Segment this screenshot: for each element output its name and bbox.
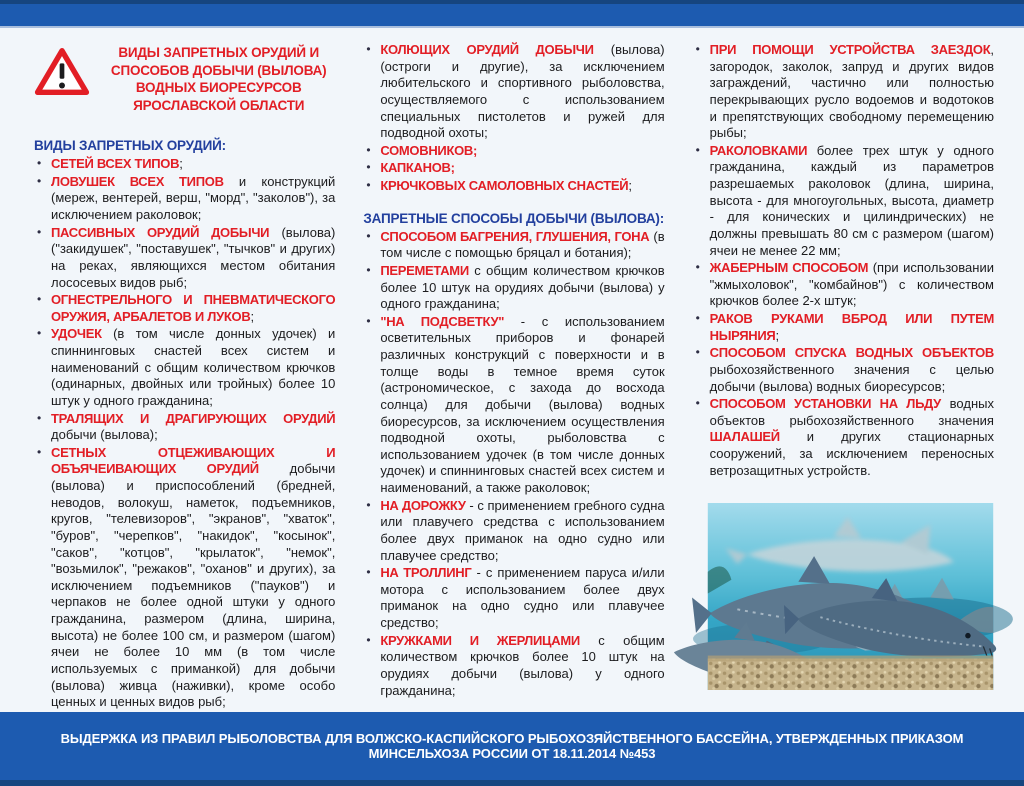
sturgeon-photo-image xyxy=(707,503,994,690)
list-item xyxy=(363,178,664,195)
prohibited-methods-list xyxy=(363,229,664,700)
item-segment: РАКОЛОВКАМИ xyxy=(709,142,808,158)
item-segment: (в том числе с помощью бряцал и ботания); xyxy=(380,228,665,261)
item-segment: РАКОВ РУКАМИ ВБРОД ИЛИ ПУТЕМ НЫРЯНИЯ xyxy=(709,311,994,343)
column-1 xyxy=(34,42,335,712)
column-2 xyxy=(363,42,664,712)
item-segment: (при использовании "жмыхоловок", "комбайнов") с количеством крючков более 2-х штук; xyxy=(709,260,994,309)
item-segment: ЛОВУШЕК ВСЕХ ТИПОВ xyxy=(51,173,224,189)
list-item xyxy=(693,311,994,344)
list-item xyxy=(363,498,664,565)
item-segment: более трех штук у одного гражданина, каждый из параметров разрешаемых раколовок (длина, ширина, высота - для многоугольных, высота, диаметр - для конических и цилиндрических) не должны превышать 80 см с размером (шагом) ячеи не менее 22 мм; xyxy=(709,142,994,258)
item-segment: водных объектов рыбохозяйственного значения xyxy=(709,396,994,428)
item-segment: ПАССИВНЫХ ОРУДИЙ ДОБЫЧИ xyxy=(51,224,270,240)
section-heading-prohibited-methods: ЗАПРЕТНЫЕ СПОСОБЫ ДОБЫЧИ (ВЫЛОВА): xyxy=(363,210,665,226)
item-segment: КАПКАНОВ; xyxy=(380,160,455,176)
item-segment: УДОЧЕК xyxy=(51,326,102,342)
list-item xyxy=(363,42,664,142)
prohibited-gear-list xyxy=(34,156,335,711)
item-segment: рыбохозяйственного значения с целью добычи (вылова) водных биоресурсов; xyxy=(709,361,994,394)
item-segment: с общим количеством крючков более 10 штук на орудиях добычи (вылова) у одного гражданина; xyxy=(380,262,665,312)
item-segment: СЕТНЫХ ОТЦЕЖИВАЮЩИХ И ОБЪЯЧЕИВАЮЩИХ ОРУДИЙ xyxy=(51,444,336,477)
content-area xyxy=(0,28,1024,712)
item-segment: ; xyxy=(250,308,255,324)
list-item xyxy=(34,292,335,325)
item-segment: ; xyxy=(179,156,183,172)
item-segment: КРЮЧКОВЫХ САМОЛОВНЫХ СНАСТЕЙ xyxy=(380,178,629,193)
item-segment: ПЕРЕМЕТАМИ xyxy=(380,262,469,278)
list-item xyxy=(34,225,335,292)
title-block xyxy=(34,44,335,114)
item-segment: добычи (вылова); xyxy=(51,427,158,443)
list-item xyxy=(363,633,664,700)
list-item xyxy=(693,143,994,259)
item-segment: КРУЖКАМИ И ЖЕРЛИЦАМИ xyxy=(380,632,580,648)
item-segment: ОГНЕСТРЕЛЬНОГО И ПНЕВМАТИЧЕСКОГО ОРУЖИЯ, АРБАЛЕТОВ И ЛУКОВ xyxy=(51,292,336,324)
item-segment: добычи (вылова) и приспособлений (бредней, неводов, волокуш, наметок, подъемников, кругов, "телевизоров", "экранов", "хваток", "буров", "черепков", "накидок", "косынок", "саков", "котцов", "крылаток", "немок", "возьмилок", "режаков", "оханов" и других), за исключением подъемников ("пауков") и черпаков не более одной штуки у одного гражданина, размером (длина, ширина, высота) не более 100 см, и размером (шагом) ячеи не более 10 мм (в том числе используемых с приманкой) для добычи (вылова) живца (наживки), кроме особо ценных и ценных видов рыб; xyxy=(51,461,336,710)
item-segment: ШАЛАШЕЙ xyxy=(709,429,780,445)
list-item xyxy=(363,263,664,313)
item-segment: СЕТЕЙ ВСЕХ ТИПОВ xyxy=(51,156,180,172)
item-segment: ПРИ ПОМОЩИ УСТРОЙСТВА ЗАЕЗДОК xyxy=(709,42,991,57)
footer-bar xyxy=(0,712,1024,786)
list-item xyxy=(34,156,335,173)
item-segment: СПОСОБОМ БАГРЕНИЯ, ГЛУШЕНИЯ, ГОНА xyxy=(380,228,650,244)
list-item xyxy=(34,326,335,409)
item-segment: , загородок, заколок, запруд и других видов заграждений, частично или полностью перекрывающих русло водоемов и водотоков и препятствующих свободному перемещению рыбы; xyxy=(709,42,994,141)
item-segment: - с применением гребного судна или плавучего средства с использованием более двух приманок на одно судно или плавучее средство; xyxy=(380,497,665,563)
list-item xyxy=(363,229,664,262)
list-item xyxy=(363,314,664,497)
list-item xyxy=(693,260,994,310)
item-segment: - с применением паруса и/или мотора с использованием более двух приманок на одно судно или плавучее средство; xyxy=(380,565,665,630)
sturgeon-photo xyxy=(707,503,994,690)
item-segment: СПОСОБОМ СПУСКА ВОДНЫХ ОБЪЕКТОВ xyxy=(709,345,994,361)
list-item xyxy=(363,160,664,177)
warning-triangle-icon xyxy=(34,44,92,102)
item-segment: КОЛЮЩИХ ОРУДИЙ ДОБЫЧИ xyxy=(380,42,594,57)
list-item xyxy=(34,174,335,224)
column-3 xyxy=(693,42,994,712)
list-item xyxy=(34,411,335,444)
item-segment: и конструкций (мереж, вентерей, верш, "морд", "заколов"), за исключением раколовок; xyxy=(51,173,336,223)
item-segment: "НА ПОДСВЕТКУ" xyxy=(380,313,505,329)
item-segment: СПОСОБОМ УСТАНОВКИ НА ЛЬДУ xyxy=(709,396,941,412)
list-item xyxy=(363,143,664,160)
item-segment: (в том числе донных удочек) и спиннинговых снастей всех систем и наименований с общим количеством крючков (одинарных, двойных или тройных) более 10 штук у одного гражданина; xyxy=(51,326,336,408)
list-item xyxy=(34,445,335,711)
item-segment: ТРАЛЯЩИХ И ДРАГИРУЮЩИХ ОРУДИЙ xyxy=(51,410,336,426)
section-heading-prohibited-gear: ВИДЫ ЗАПРЕТНЫХ ОРУДИЙ: xyxy=(34,138,226,154)
list-item xyxy=(363,565,664,632)
item-segment: ЖАБЕРНЫМ СПОСОБОМ xyxy=(709,260,869,276)
item-segment: НА ДОРОЖКУ xyxy=(380,497,466,513)
item-segment: ; xyxy=(628,178,632,193)
item-segment: ; xyxy=(775,327,780,343)
footer-text: ВЫДЕРЖКА ИЗ ПРАВИЛ РЫБОЛОВСТВА ДЛЯ ВОЛЖСКО-КАСПИЙСКОГО РЫБОХОЗЯЙСТВЕННОГО БАССЕЙНА, УТВЕРЖДЕННЫХ ПРИКАЗОМ МИНСЕЛЬХОЗА РОССИИ ОТ 18.11.2014 №453 xyxy=(60,730,964,761)
list-item xyxy=(693,345,994,395)
item-segment: с общим количеством крючков более 10 штук на орудиях добычи (вылова) у одного гражданина; xyxy=(380,632,665,698)
list-item xyxy=(693,396,994,479)
item-segment: СОМОВНИКОВ; xyxy=(380,142,478,158)
prohibited-methods-list-continued xyxy=(693,42,994,479)
item-segment: и других стационарных сооружений, за исключением переносных ветрозащитных устройств. xyxy=(709,429,994,478)
item-segment: (вылова) ("закидушек", "поставушек", "тычков" и других) на реках, являющихся местом обитания лососевых видов рыб; xyxy=(51,224,336,290)
item-segment: НА ТРОЛЛИНГ xyxy=(380,565,472,581)
page-title: ВИДЫ ЗАПРЕТНЫХ ОРУДИЙ И СПОСОБОВ ДОБЫЧИ (ВЫЛОВА) ВОДНЫХ БИОРЕСУРСОВ ЯРОСЛАВСКОЙ ОБЛАСТИ xyxy=(110,45,327,113)
top-blue-bar xyxy=(0,0,1024,28)
prohibited-gear-list-continued xyxy=(363,42,664,195)
list-item xyxy=(693,42,994,142)
item-segment: (вылова) (остроги и другие), за исключением любительского и спортивного рыболовства, осуществляемого с использованием специальных пистолетов и ружей для подводной охоты; xyxy=(380,42,665,141)
item-segment: - с использованием осветительных приборов и фонарей различных конструкций с поверхности и в толще воды в темное время суток (астрономическое, с захода до восхода солнца) для добычи (вылова) водных биоресурсов, за исключением осуществления подводной охоты, рыболовства с использованием удочек (в том числе донных удочек) и спиннинговых снастей всех систем и наименований, а также раколовок; xyxy=(380,313,665,495)
